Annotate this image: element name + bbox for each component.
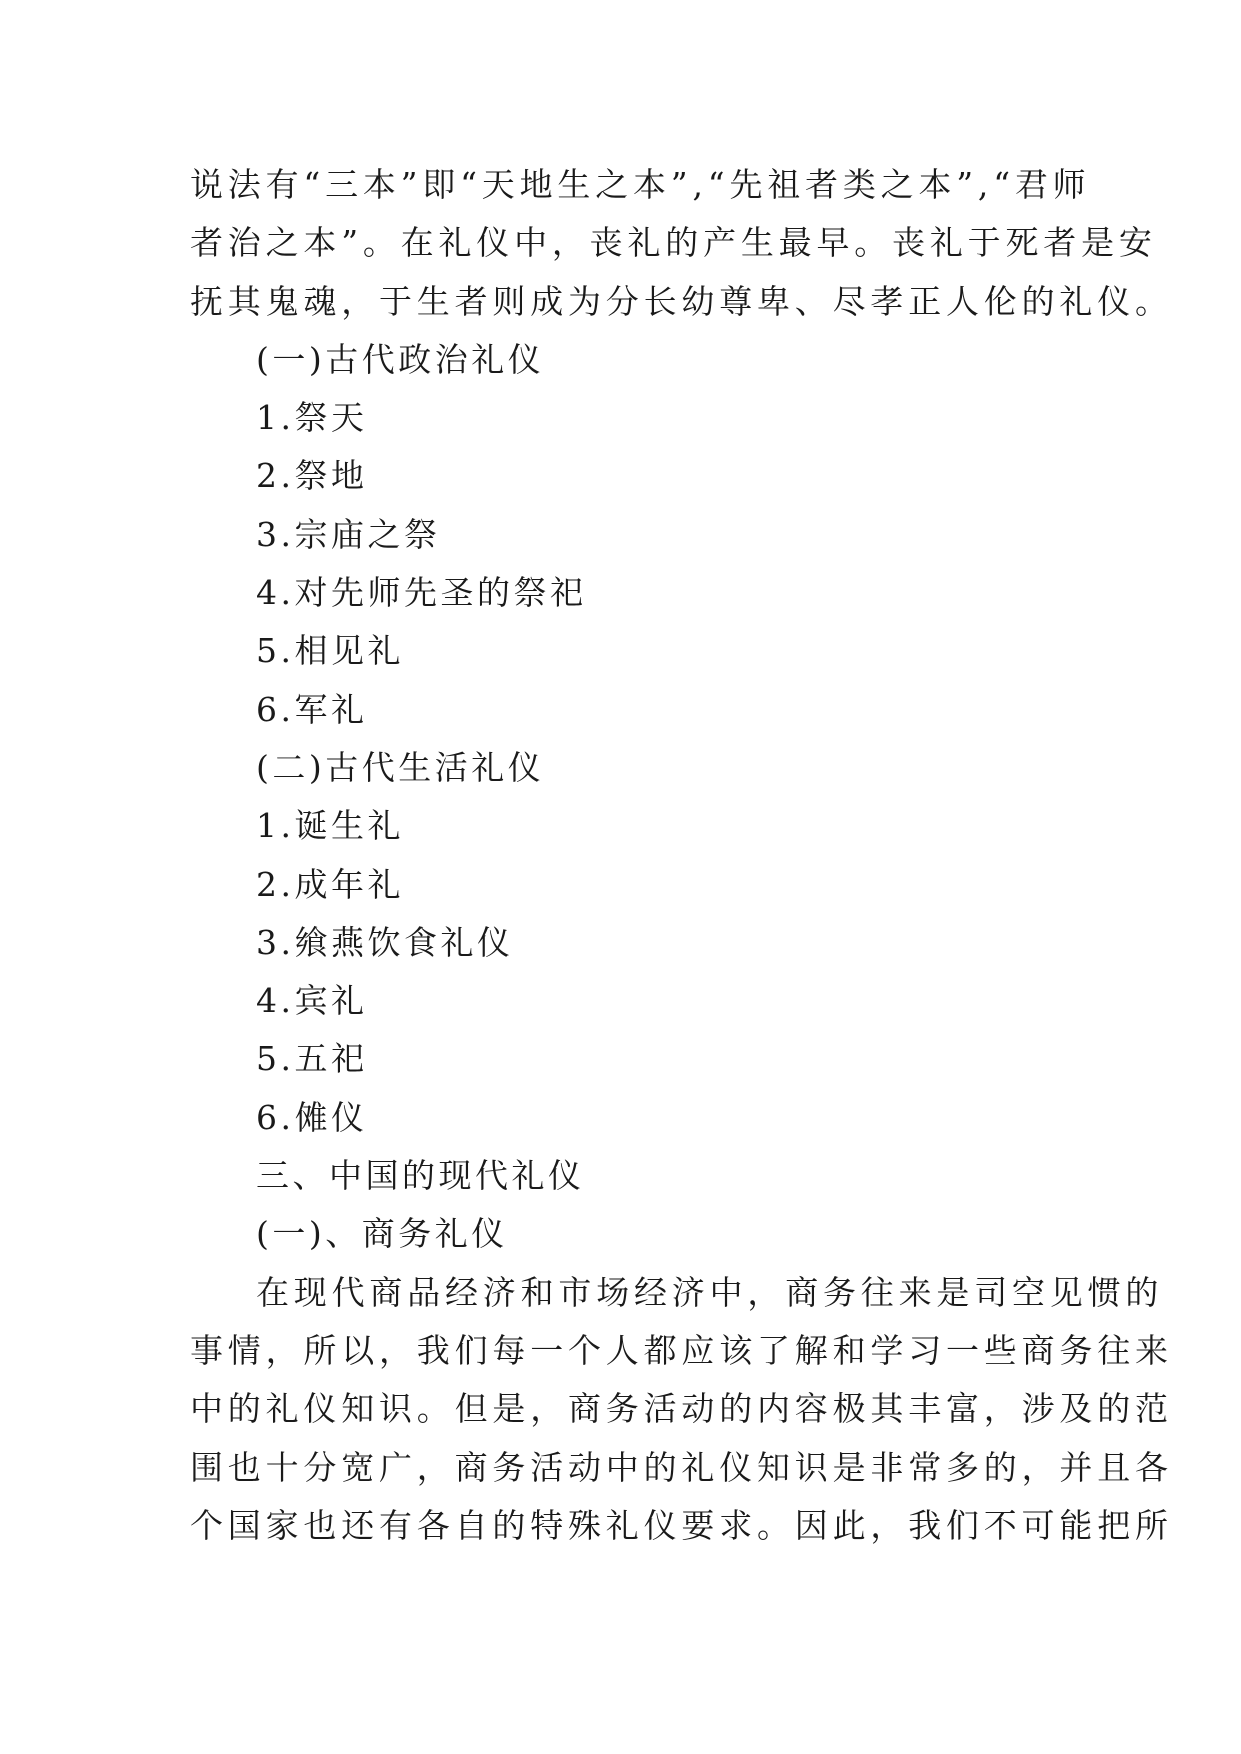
list-item: 4.宾礼 [256,981,368,1021]
list-item: 2.祭地 [256,456,368,496]
section-political-rites [190,331,1050,739]
section-heading: (一)古代政治礼仪 [256,339,545,379]
intro-paragraph [190,156,1173,331]
list-item: 6.傩仪 [256,1097,368,1137]
list-item: 6.军礼 [256,689,368,729]
subsection-heading: (一)、商务礼仪 [256,1214,508,1254]
text-line: 在现代商品经济和市场经济中，商务往来是司空见惯的 [256,1272,1164,1312]
list-item: 5.相见礼 [256,631,404,671]
list-item: 3.飨燕饮食礼仪 [256,922,514,962]
text-line: 围也十分宽广，商务活动中的礼仪知识是非常多的，并且各 [190,1447,1173,1487]
chapter-modern-etiquette [190,1147,1173,1555]
list-item: 1.祭天 [256,398,368,438]
section-heading: (二)古代生活礼仪 [256,747,545,787]
text-line: 中的礼仪知识。但是，商务活动的内容极其丰富，涉及的范 [190,1389,1173,1429]
text-line: 事情，所以，我们每一个人都应该了解和学习一些商务往来 [190,1330,1173,1370]
section-life-rites [190,739,1050,1147]
text-line: 说法有“三本”即“天地生之本”,“先祖者类之本”,“君师 [190,165,1091,204]
chapter-heading: 三、中国的现代礼仪 [256,1156,585,1196]
list-item: 3.宗庙之祭 [256,514,441,554]
list-item: 5.五祀 [256,1039,368,1079]
document-page [190,156,1173,1555]
text-line: 抚其鬼魂，于生者则成为分长幼尊卑、尽孝正人伦的礼仪。 [190,281,1173,321]
list-item: 4.对先师先圣的祭祀 [256,573,587,613]
list-item: 2.成年礼 [256,864,404,904]
text-line: 个国家也还有各自的特殊礼仪要求。因此，我们不可能把所 [190,1505,1173,1545]
text-line: 者治之本”。在礼仪中，丧礼的产生最早。丧礼于死者是安 [190,223,1157,263]
list-item: 1.诞生礼 [256,806,404,846]
